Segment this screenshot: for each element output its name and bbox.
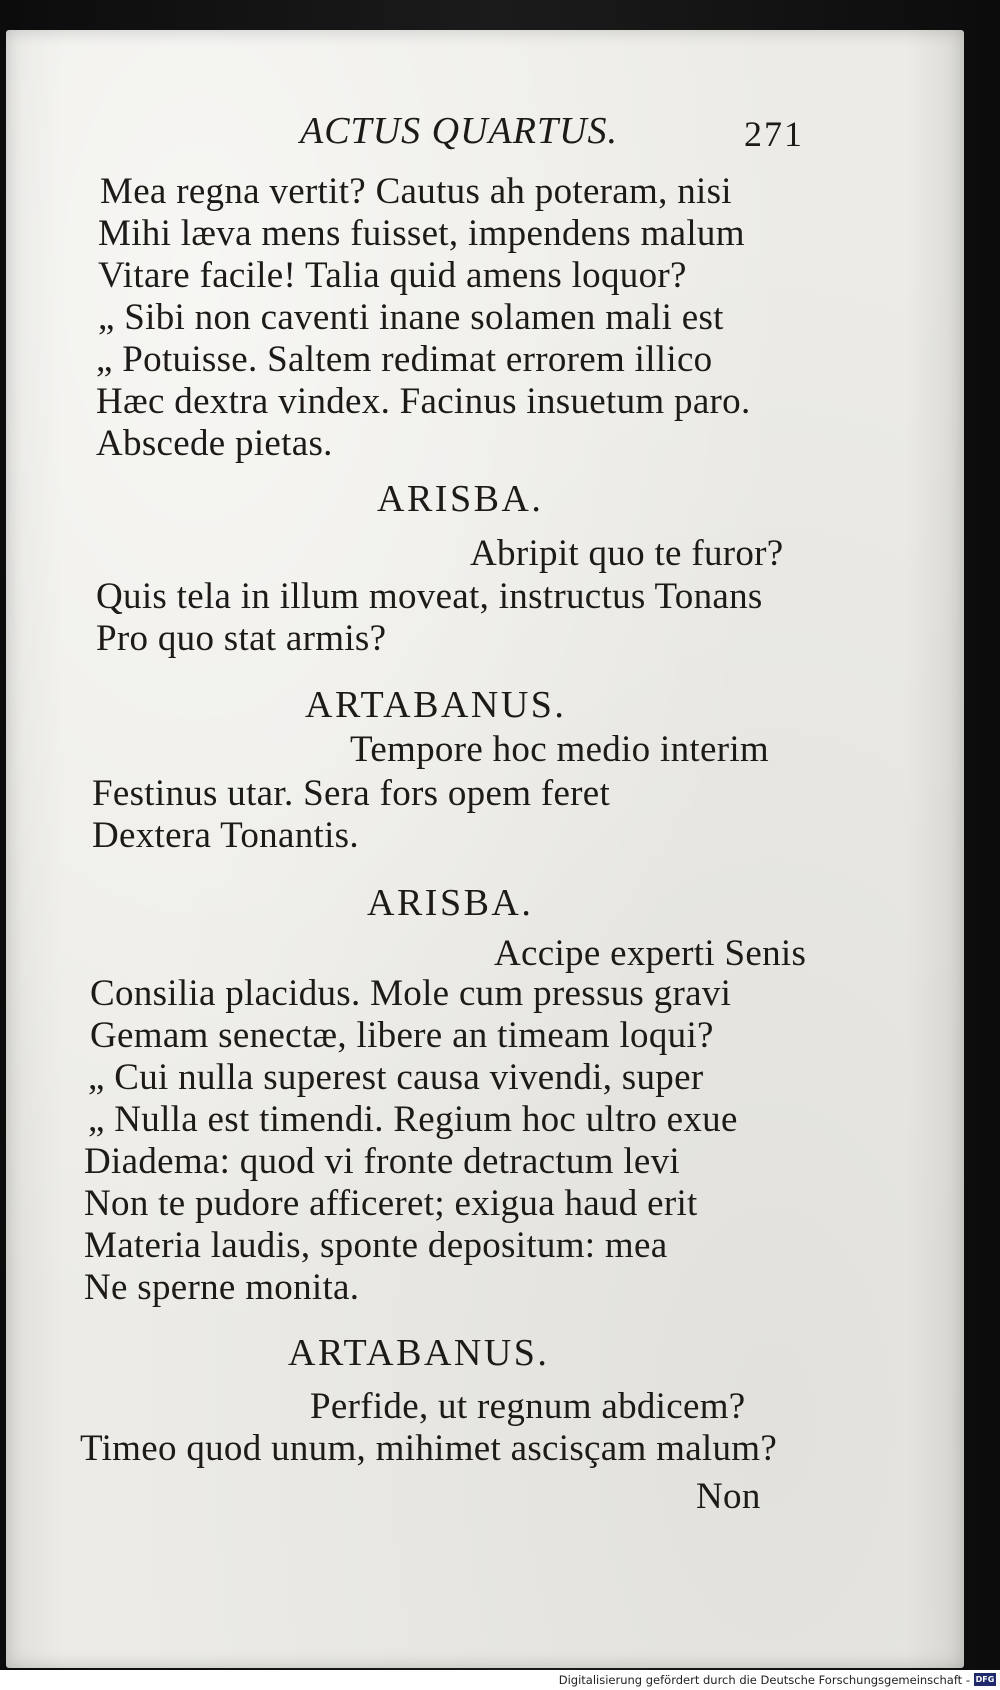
verse-line: Perfide, ut regnum abdicem?	[310, 1386, 746, 1427]
verse-line: Mihi læva mens fuisset, impendens malum	[98, 213, 745, 254]
dfg-logo: DFG	[975, 1675, 995, 1684]
funding-credit: Digitalisierung gefördert durch die Deutsche Forschungsgemeinschaft -	[558, 1673, 970, 1687]
verse-line: Dextera Tonantis.	[92, 815, 359, 856]
verse-line: Accipe experti Senis	[494, 933, 807, 974]
verse-line: Materia laudis, sponte depositum: mea	[84, 1225, 668, 1266]
speaker-name: ARISBA.	[367, 882, 534, 924]
verse-line: Abscede pietas.	[96, 423, 333, 464]
verse-line: Pro quo stat armis?	[96, 618, 387, 659]
speaker-name: ARTABANUS.	[288, 1332, 550, 1374]
verse-line: Mea regna vertit? Cautus ah poteram, nisi	[100, 171, 732, 212]
verse-line: „ Sibi non caventi inane solamen mali est	[98, 297, 724, 338]
verse-line: Hæc dextra vindex. Facinus insuetum paro.	[96, 381, 751, 422]
speaker-name: ARISBA.	[377, 478, 544, 520]
verse-line: Abripit quo te furor?	[470, 533, 784, 574]
verse-line: Gemam senectæ, libere an timeam loqui?	[90, 1015, 714, 1056]
verse-line: „ Nulla est timendi. Regium hoc ultro exue	[88, 1099, 738, 1140]
verse-line: Vitare facile! Talia quid amens loquor?	[98, 255, 687, 296]
verse-line: Consilia placidus. Mole cum pressus gravi	[90, 973, 732, 1014]
verse-line: Ne sperne monita.	[84, 1267, 360, 1308]
verse-line: Diadema: quod vi fronte detractum levi	[84, 1141, 681, 1182]
verse-line: „ Potuisse. Saltem redimat errorem illico	[96, 339, 713, 380]
verse-line: Tempore hoc medio interim	[350, 729, 769, 770]
catchword: Non	[696, 1476, 761, 1517]
verse-line: Festinus utar. Sera fors opem feret	[92, 773, 611, 814]
footer-bar	[0, 1670, 1000, 1690]
running-header: ACTUS QUARTUS.	[300, 110, 619, 152]
speaker-name: ARTABANUS.	[305, 684, 567, 726]
verse-line: Quis tela in illum moveat, instructus Tonans	[96, 576, 763, 617]
page-number: 271	[744, 114, 804, 154]
verse-line: „ Cui nulla superest causa vivendi, super	[88, 1057, 704, 1098]
verse-line: Non te pudore afficeret; exigua haud erit	[84, 1183, 698, 1224]
verse-line: Timeo quod unum, mihimet ascisçam malum?	[80, 1428, 778, 1469]
